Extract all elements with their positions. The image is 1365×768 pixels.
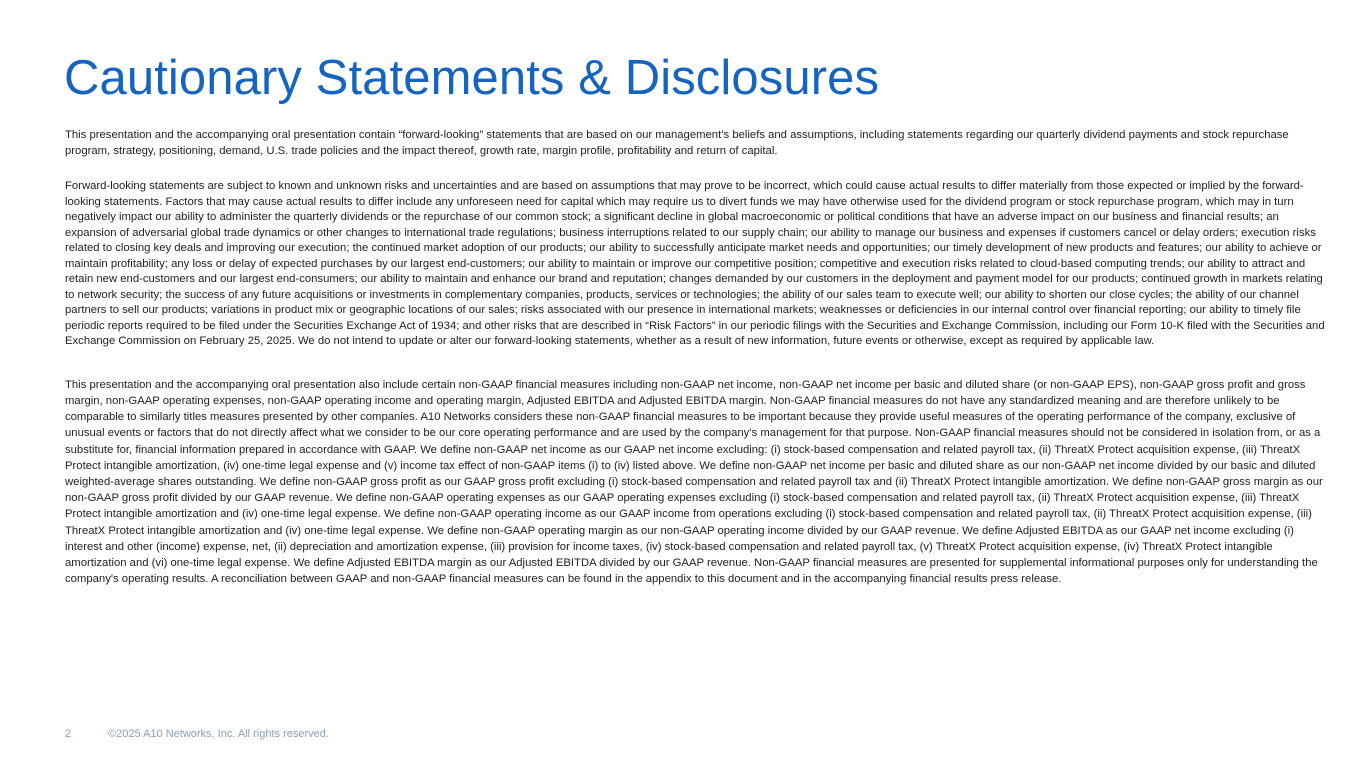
slide-title: Cautionary Statements & Disclosures bbox=[64, 51, 880, 105]
risk-factors-paragraph: Forward-looking statements are subject to known and unknown risks and uncertainties and are based on assumptions that may prove to be incorrect, which could cause actual results to differ materially from those expected or implied by the forward-looking statements. Factors that may cause actual results to differ include any unforeseen need for capital which may require us to divert funds we may have otherwise used for the dividend program or stock repurchase program, which may in turn negatively impact our ability to administer the quarterly dividends or the repurchase of our common stock; a significant decline in global macroeconomic or political conditions that have an adverse impact on our business and financial results; an expansion of adversarial global trade dynamics or other changes to international trade regulations; business interruptions related to our supply chain; our ability to manage our business and expenses if customers cancel or delay orders; execution risks related to closing key deals and improving our execution; the continued market adoption of our products; our ability to successfully anticipate market needs and opportunities; our timely development of new products and features; our ability to achieve or maintain profitability; any loss or delay of expected purchases by our largest end-customers; our ability to maintain or improve our competitive position; competitive and execution risks related to cloud-based computing trends; our ability to attract and retain new end-customers and our largest end-consumers; our ability to maintain and enhance our brand and reputation; changes demanded by our customers in the deployment and payment model for our products; continued growth in markets relating to network security; the success of any future acquisitions or investments in complementary companies, products, services or technologies; the ability of our sales team to execute well; our ability to shorten our close cycles; the ability of our channel partners to sell our products; variations in product mix or geographic locations of our sales; risks associated with our presence in international markets; weaknesses or deficiencies in our internal control over financial reporting; our ability to timely file periodic reports required to be filed under the Securities Exchange Act of 1934; and other risks that are described in “Risk Factors” in our periodic filings with the Securities and Exchange Commission, including our Form 10-K filed with the Securities and Exchange Commission on February 25, 2025. We do not intend to update or alter our forward-looking statements, whether as a result of new information, future events or otherwise, except as required by applicable law. bbox=[65, 180, 1325, 348]
slide-footer bbox=[65, 728, 329, 740]
non-gaap-paragraph: This presentation and the accompanying oral presentation also include certain non-GAAP financial measures including non-GAAP net income, non-GAAP net income per basic and diluted share (or non-GAAP EPS), non-GAAP gross profit and gross margin, non-GAAP operating expenses, non-GAAP operating income and operating margin, Adjusted EBITDA and Adjusted EBITDA margin. Non-GAAP financial measures do not have any standardized meaning and are therefore unlikely to be comparable to similarly titles measures presented by other companies. A10 Networks considers these non-GAAP financial measures to be important because they provide useful measures of the operating performance of the company, exclusive of unusual events or factors that do not directly affect what we consider to be our core operating performance and are used by the company’s management for that purpose. Non-GAAP financial measures should not be considered in isolation from, or as a substitute for, financial information prepared in accordance with GAAP. We define non-GAAP net income as our GAAP net income excluding: (i) stock-based compensation and related payroll tax, (ii) ThreatX Protect acquisition expense, (iii) ThreatX Protect intangible amortization, (iv) one-time legal expense and (v) income tax effect of non-GAAP items (i) to (iv) listed above. We define non-GAAP net income per basic and diluted share as our non-GAAP net income divided by our basic and diluted weighted-average shares outstanding. We define non-GAAP gross profit as our GAAP gross profit excluding (i) stock-based compensation and related payroll tax and (ii) ThreatX Protect intangible amortization. We define non-GAAP gross margin as our non-GAAP gross profit divided by our GAAP revenue. We define non-GAAP operating expenses as our GAAP operating expenses excluding (i) stock-based compensation and related payroll tax, (ii) ThreatX Protect acquisition expense, (iii) ThreatX Protect intangible amortization and (iv) one-time legal expense. We define non-GAAP operating income as our GAAP income from operations excluding (i) stock-based compensation and related payroll tax, (ii) ThreatX Protect acquisition expense, (iii) ThreatX Protect intangible amortization and (iv) one-time legal expense. We define non-GAAP operating margin as our non-GAAP operating income divided by our GAAP revenue. We define Adjusted EBITDA as our GAAP net income excluding (i) interest and other (income) expense, net, (ii) depreciation and amortization expense, (iii) provision for income taxes, (iv) stock-based compensation and related payroll tax, (v) ThreatX Protect acquisition expense, (iv) ThreatX Protect intangible amortization and (vi) one-time legal expense. We define Adjusted EBITDA margin as our Adjusted EBITDA divided by our GAAP revenue. Non-GAAP financial measures are presented for supplemental informational purposes only for understanding the company's operating results. A reconciliation between GAAP and non-GAAP financial measures can be found in the appendix to this document and in the accompanying financial results press release. bbox=[65, 378, 1323, 586]
copyright-notice: ©2025 A10 Networks, Inc. All rights reserved. bbox=[108, 728, 329, 740]
forward-looking-intro-paragraph: This presentation and the accompanying oral presentation contain “forward-looking” statements that are based on our management’s beliefs and assumptions, including statements regarding our quarterly dividend payments and stock repurchase program, strategy, positioning, demand, U.S. trade policies and the impact thereof, growth rate, margin profile, profitability and return of capital. bbox=[65, 129, 1289, 158]
slide-body bbox=[65, 127, 1329, 587]
page-number: 2 bbox=[65, 728, 72, 740]
